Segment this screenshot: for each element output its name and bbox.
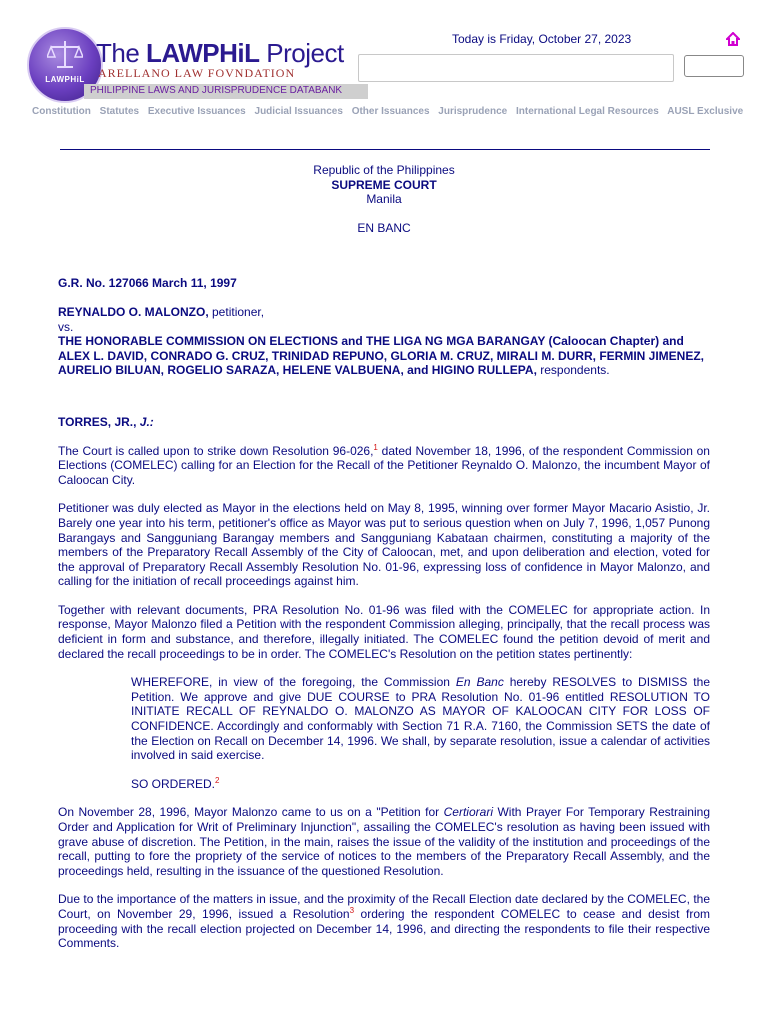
court-line-supreme-court: SUPREME COURT xyxy=(331,177,437,192)
paragraph-1-text-b: dated November 18, 1996, of the respondent Commission on Elections (COMELEC) calling for an Election for the Recall of the Petitioner Reynaldo O. Malonzo, the incumbent Mayor of Caloocan City. xyxy=(58,443,710,487)
scales-of-justice-icon xyxy=(47,39,83,71)
ponente-title: J.: xyxy=(139,414,154,429)
site-logo[interactable] xyxy=(24,24,344,102)
search-input[interactable] xyxy=(358,54,674,82)
footnote-ref-3[interactable]: 3 xyxy=(349,905,355,915)
quote-1-text-a: WHEREFORE, in view of the foregoing, the Commission xyxy=(131,675,456,690)
court-line-manila: Manila xyxy=(366,192,402,207)
court-heading xyxy=(58,163,710,235)
nav-ausl-exclusive[interactable]: AUSL Exclusive xyxy=(667,106,744,117)
today-date: Today is Friday, October 27, 2023 xyxy=(452,32,632,46)
home-icon[interactable] xyxy=(726,32,740,46)
search-button[interactable] xyxy=(684,55,744,77)
brand-suffix: Project xyxy=(266,38,344,68)
gr-number: G.R. No. 127066 March 11, 1997 xyxy=(58,276,237,291)
paragraph-3: Together with relevant documents, PRA Resolution No. 01-96 was filed with the COMELEC for appropriate action. In response, Mayor Malonzo filed a Petition with the respondent Commission alleging, principally, that the recall process was deficient in form and substance, and therefore, illegally initiated. The COMELEC found the petition devoid of merit and declared the recall proceedings to be in order. The COMELEC's Resolution on the petition states pertinently: xyxy=(58,602,710,661)
quote-1-emphasis: En Banc xyxy=(455,675,504,690)
ponente-name: TORRES, JR., xyxy=(58,414,140,429)
nav-constitution[interactable]: Constitution xyxy=(32,106,91,117)
footnote-ref-1[interactable]: 1 xyxy=(373,442,378,452)
paragraph-4 xyxy=(58,805,710,878)
quote-1-text-b: hereby RESOLVES to DISMISS the Petition. We approve and give DUE COURSE to PRA Resolution No. 01-96 entitled RESOLUTION TO INITIATE RECALL OF REYNALDO O. MALONZO AS MAYOR OF KALOOCAN CITY FOR LOSS OF CONFIDENCE. Accordingly and conformably with Section 71 R.A. 7160, the Commission SETS the date of the Election on Recall on December 14, 1996. We shall, by separate resolution, issue a calendar of activities involved in said exercise. xyxy=(131,675,710,763)
paragraph-4-emphasis: Certiorari xyxy=(443,805,493,820)
header-divider xyxy=(60,149,710,150)
nav-statutes[interactable]: Statutes xyxy=(99,106,140,117)
court-line-republic: Republic of the Philippines xyxy=(313,163,455,177)
nav-other-issuances[interactable]: Other Issuances xyxy=(351,106,430,117)
brand-name: LAWPHiL xyxy=(146,38,260,68)
ponente xyxy=(58,415,710,430)
nav-judicial-issuances[interactable]: Judicial Issuances xyxy=(254,106,343,117)
nav-executive-issuances[interactable]: Executive Issuances xyxy=(147,106,246,117)
paragraph-2: Petitioner was duly elected as Mayor in the elections held on May 8, 1995, winning over former Mayor Macario Asistio, Jr. Barely one year into his term, petitioner's office as Mayor was put to serious question when on July 7, 1996, 1,057 Punong Barangays and Sangguniang Barangay members and Sangguniang Kabataan chairmen, constituting a majority of the members of the Preparatory Recall Assembly of the City of Caloocan, met, and upon deliberation and election, voted for the approval of Preparatory Recall Assembly Resolution No. 01-96, expressing loss of confidence in Mayor Malonzo, and calling for the initiation of recall proceedings against him. xyxy=(58,501,710,589)
petitioner-line xyxy=(58,305,710,320)
brand-title xyxy=(96,38,344,69)
versus: vs. xyxy=(58,319,74,334)
respondents-role: respondents. xyxy=(536,363,610,378)
brand-prefix: The xyxy=(96,38,140,68)
paragraph-4-text-b: With Prayer For Temporary Restraining Order and Application for Writ of Preliminary Injunction", assailing the COMELEC's resolution as having been issued with grave abuse of discretion. The Petition, in the main, raises the issue of the validity of the institution and proceedings of the recall, putting to fore the propriety of the service of notices to the members of the Preparatory Recall Assembly, and the proceedings held, resulting in the issuance of the questioned Resolution. xyxy=(58,805,710,878)
foundation-name: ARELLANO LAW FOVNDATION xyxy=(98,66,296,80)
footnote-ref-2[interactable]: 2 xyxy=(215,775,220,785)
seal-label: LAWPHiL xyxy=(45,75,85,84)
nav-international-legal-resources[interactable]: International Legal Resources xyxy=(515,106,659,117)
petitioner-role: petitioner, xyxy=(208,304,265,319)
quote-1 xyxy=(131,675,710,763)
petitioner-name: REYNALDO O. MALONZO, xyxy=(58,304,209,319)
paragraph-4-text-a: On November 28, 1996, Mayor Malonzo came to us on a "Petition for xyxy=(58,805,444,820)
paragraph-5-text-b: ordering the respondent COMELEC to cease and desist from proceeding with the recall election projected on December 14, 1996, and directing the respondents to file their respective Comments. xyxy=(58,906,710,951)
databank-label: PHILIPPINE LAWS AND JURISPRUDENCE DATABANK xyxy=(90,85,343,96)
paragraph-5-text-a: Due to the importance of the matters in issue, and the proximity of the Recall Election date declared by the COMELEC, the Court, on November 29, 1996, issued a Resolution xyxy=(58,892,710,921)
respondents-names: THE HONORABLE COMMISSION ON ELECTIONS and THE LIGA NG MGA BARANGAY (Caloocan Chapter) and ALEX L. DAVID, CONRADO G. CRUZ, TRINIDAD REPUNO, GLORIA M. CRUZ, MIRALI M. DURR, FERMIN JIMENEZ, AURELIO BILUAN, ROGELIO SARAZA, HELENE VALBUENA, and HIGINO RULLEPA, xyxy=(58,334,704,378)
main-nav xyxy=(32,106,752,117)
division: EN BANC xyxy=(357,220,411,235)
quote-2-text: SO ORDERED. xyxy=(131,776,216,791)
paragraph-1 xyxy=(58,444,710,488)
quote-2 xyxy=(131,777,710,792)
respondents xyxy=(58,334,710,378)
databank-banner xyxy=(84,84,368,99)
nav-jurisprudence[interactable]: Jurisprudence xyxy=(438,106,508,117)
paragraph-5 xyxy=(58,892,710,950)
paragraph-1-text-a: The Court is called upon to strike down Resolution 96-026, xyxy=(58,443,374,458)
decision-text xyxy=(58,163,710,951)
